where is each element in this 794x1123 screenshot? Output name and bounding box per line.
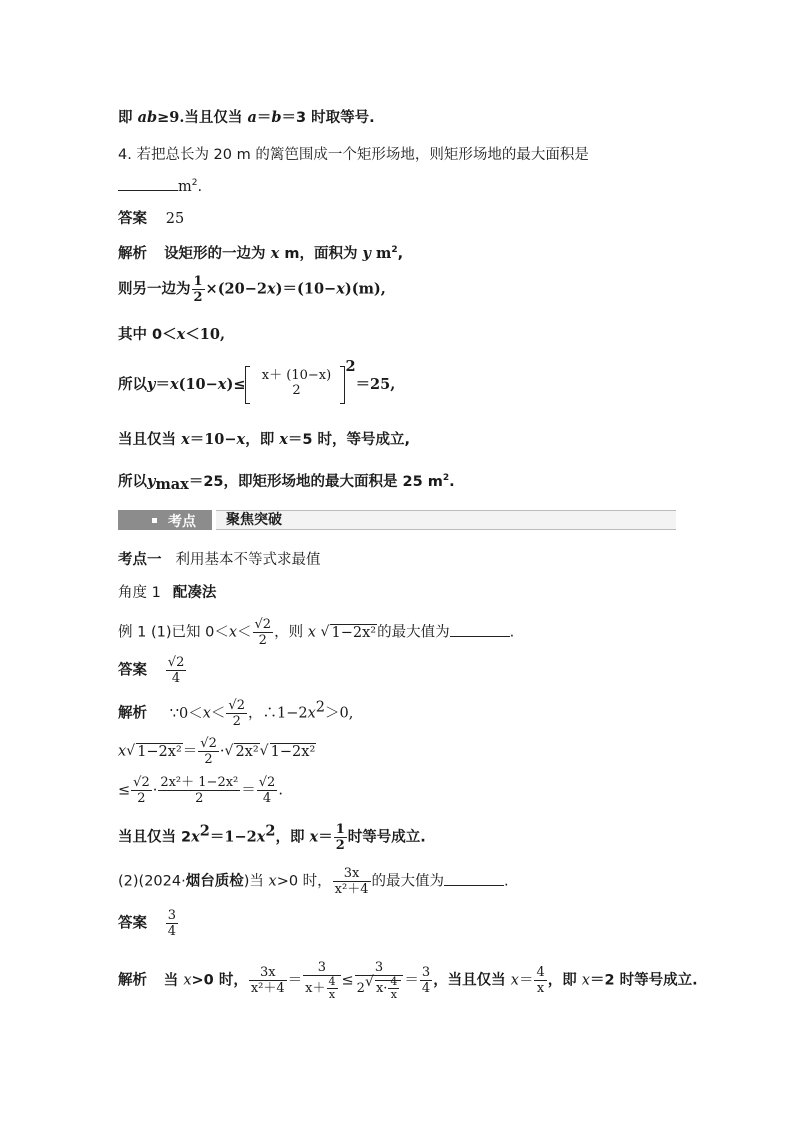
solution-4-line-4: 所以y＝x(10−x)≤ x＋ (10−x) 2 $^2$＝25, xyxy=(118,366,395,404)
solution-label: 解析 xyxy=(118,246,147,262)
solution-4-line-6: 所以$y_{max}=25$，即矩形场地的最大面积是 25 $m^2$. xyxy=(118,473,455,493)
answer-1: 答案 $\frac{√2}{4}$ xyxy=(118,655,185,686)
solution-4-line-5: 当且仅当 x＝10−x，即 x＝5 时，等号成立, xyxy=(118,431,411,448)
angle-heading: 角度 1 配凑法 xyxy=(118,585,217,601)
answer-fraction: $\frac{3}{4}$ xyxy=(167,908,177,939)
answer-4 xyxy=(118,208,184,229)
example-1-part-2: (2)(2024·烟台质检)当 x>0 时， $\frac{3x}{\text{x²＋4}}$ 的最大值为 . xyxy=(118,866,509,897)
topic-heading: 考点一 利用基本不等式求最值 xyxy=(118,552,321,568)
answer-blank xyxy=(118,176,178,191)
question-4-text: 4. 若把总长为 20 m 的篱笆围成一个矩形场地，则矩形场地的最大面积是 xyxy=(118,147,589,163)
solution-4-line-1: 解析 设矩形的一边为 x m，面积为 y $m^2$, xyxy=(118,245,404,262)
section-banner xyxy=(118,510,676,530)
banner-title: 聚焦突破 xyxy=(216,510,676,530)
solution-1-line-1: 解析 ∵0＜x＜ $\frac{√2}{2}$ ，$\therefore 1-2x^2>0$, xyxy=(118,698,354,729)
bullet-icon xyxy=(152,518,157,523)
answer-2: 答案 $\frac{3}{4}$ xyxy=(118,908,177,939)
fraction-half: $\frac{1}{2}$ xyxy=(193,274,203,305)
answer-value: 25 xyxy=(165,211,185,227)
question-4-blank-line: $m^2$. xyxy=(118,176,202,197)
solution-1-line-4: 当且仅当 $2x^2=1-2x^2$，即 x＝ $\frac{1}{2}$ 时等号成立. xyxy=(118,822,426,853)
answer-fraction: $\frac{√2}{4}$ xyxy=(167,655,185,686)
bracket-expression: x＋ (10−x) 2 xyxy=(245,366,345,404)
solution-1-line-2: x√ 1−2x²＝ $\frac{√2}{2}$ ·√ 2x²√ 1−2x² xyxy=(118,736,316,767)
banner-tag: 考点 xyxy=(118,510,212,530)
solution-4-line-3: 其中 0＜x＜10, xyxy=(118,326,226,343)
solution-1-line-3: ≤ $\frac{√2}{2}$ · $\frac{\text{2x²＋ 1−2x²}}{2}$ ＝ $\frac{√2}{4}$ . xyxy=(118,775,283,806)
solution-4-line-2: 则另一边为 $\frac{1}{2}$ ×(20−2x)＝(10−x)(m), xyxy=(118,274,386,305)
answer-label: 答案 xyxy=(118,211,147,227)
prev-solution-conclusion: 即 ab≥9.当且仅当 a＝b＝3 时取等号. xyxy=(118,109,375,126)
solution-2: 解析 当 x>0 时， $\frac{3x}{\text{x²＋4}}$ ＝ 3 x＋ $\frac{4}{x}$ ≤ 3 2√ x· $\frac{4}{x}$ ＝ $\frac{3}{4}$ ，当且仅当 x＝ $\frac{4}{x}$ ，即 x＝2 时等号成立. xyxy=(118,960,698,1001)
sqrt-expression: √ 1−2x² xyxy=(320,623,377,643)
example-1-part-1: 例 1 (1)已知 0＜x＜ $\frac{√2}{2}$ ，则 x √ 1−2x²的最大值为 . xyxy=(118,617,514,648)
fraction-sqrt2-over-2: $\frac{√2}{2}$ xyxy=(254,617,272,648)
